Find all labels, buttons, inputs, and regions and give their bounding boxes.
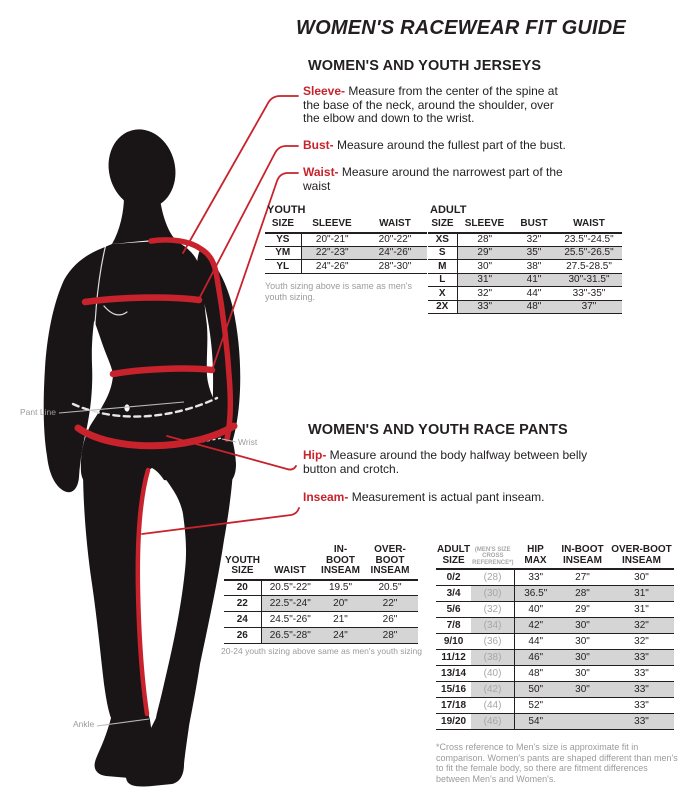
inseam-definition — [303, 491, 653, 505]
size-cell: 3/4 — [436, 585, 471, 601]
table-row — [428, 233, 622, 247]
value-cell: 29" — [556, 601, 608, 617]
value-cell: 44" — [514, 633, 556, 649]
value-cell: 32" — [457, 287, 512, 301]
value-cell: 30"-31.5" — [556, 273, 622, 287]
value-cell: 30" — [556, 617, 608, 633]
column-header: SLEEVE — [457, 218, 512, 233]
table-row — [436, 585, 674, 601]
value-cell: 20"-22" — [363, 233, 427, 247]
value-cell: 40" — [514, 601, 556, 617]
size-cell: 5/6 — [436, 601, 471, 617]
value-cell: 44" — [512, 287, 556, 301]
value-cell: 50" — [514, 681, 556, 697]
value-cell: 20.5"-22" — [261, 580, 319, 596]
value-cell: 33" — [608, 713, 674, 729]
size-cell: 7/8 — [436, 617, 471, 633]
value-cell: 22" — [362, 596, 418, 612]
column-header: OVER-BOOT INSEAM — [608, 544, 674, 569]
column-header: SIZE — [265, 218, 301, 233]
value-cell: 33" — [608, 665, 674, 681]
table-row — [436, 649, 674, 665]
column-header: SIZE — [428, 218, 457, 233]
value-cell: 24"-26" — [363, 246, 427, 260]
value-cell: 32" — [608, 633, 674, 649]
value-cell: 24.5"-26" — [261, 612, 319, 628]
value-cell: 25.5"-26.5" — [556, 246, 622, 260]
bust-definition — [303, 139, 653, 153]
page-title: WOMEN'S RACEWEAR FIT GUIDE — [296, 17, 626, 39]
value-cell: 38" — [512, 260, 556, 274]
table-row — [436, 713, 674, 729]
column-header: ADULT SIZE — [436, 544, 471, 569]
size-cell: S — [428, 246, 457, 260]
value-cell: 46" — [514, 649, 556, 665]
table-row — [436, 633, 674, 649]
waist-definition — [303, 166, 565, 193]
adult-jersey-table-block — [428, 204, 622, 314]
size-cell: 2X — [428, 300, 457, 314]
value-cell — [556, 697, 608, 713]
column-header: (MEN'S SIZE CROSS REFERENCE*) — [471, 544, 514, 569]
size-cell: L — [428, 273, 457, 287]
left-leg-shape — [83, 468, 153, 778]
navel-dot — [124, 404, 129, 411]
value-cell: 21" — [319, 612, 362, 628]
value-cell: (32) — [471, 601, 514, 617]
value-cell: 26.5"-28" — [261, 628, 319, 644]
table-row — [224, 628, 418, 644]
inseam-description: Measurement is actual pant inseam. — [351, 490, 545, 504]
table-row — [428, 273, 622, 287]
column-header: IN-BOOT INSEAM — [556, 544, 608, 569]
value-cell: (34) — [471, 617, 514, 633]
column-header: IN-BOOT INSEAM — [319, 544, 362, 580]
value-cell: (30) — [471, 585, 514, 601]
value-cell: 26" — [362, 612, 418, 628]
size-cell: 0/2 — [436, 569, 471, 585]
value-cell: 20" — [319, 596, 362, 612]
value-cell: 33"-35" — [556, 287, 622, 301]
youth-jersey-table-block — [265, 204, 427, 274]
youth-jersey-size-table — [265, 218, 427, 274]
column-header: YOUTH SIZE — [224, 544, 261, 580]
youth-jersey-note: Youth sizing above is same as men's youth sizing. — [265, 281, 412, 302]
ankle-label: Ankle — [73, 719, 95, 729]
value-cell: 37" — [556, 300, 622, 314]
sleeve-definition — [303, 85, 563, 126]
value-cell: 33" — [608, 649, 674, 665]
column-header: BUST — [512, 218, 556, 233]
value-cell: 30" — [556, 633, 608, 649]
size-cell: YL — [265, 260, 301, 274]
value-cell: (44) — [471, 697, 514, 713]
hip-term: Hip- — [303, 448, 327, 462]
hip-definition — [303, 449, 608, 476]
table-row — [436, 569, 674, 585]
value-cell — [556, 713, 608, 729]
table-row — [224, 612, 418, 628]
value-cell: 22.5"-24" — [261, 596, 319, 612]
column-header: WAIST — [363, 218, 427, 233]
value-cell: 30" — [608, 569, 674, 585]
cross-reference-footnote: *Cross reference to Men's size is approximate fit in comparison. Women's pants are shaped different than men's to fit the female body, so there are fitment differences between Men's and Women's. — [436, 742, 678, 784]
value-cell: 33" — [457, 300, 512, 314]
table-row — [224, 596, 418, 612]
value-cell: 31" — [457, 273, 512, 287]
sleeve-description: Measure from the center of the spine at the base of the neck, around the shoulder, over the elbow and down to the wrist. — [303, 84, 558, 125]
size-cell: 15/16 — [436, 681, 471, 697]
size-cell: 24 — [224, 612, 261, 628]
value-cell: 31" — [608, 601, 674, 617]
value-cell: 22"-23" — [301, 246, 363, 260]
table-row — [265, 260, 427, 274]
value-cell: 33" — [608, 697, 674, 713]
column-header: OVER-BOOT INSEAM — [362, 544, 418, 580]
column-header: WAIST — [261, 544, 319, 580]
value-cell: 19.5" — [319, 580, 362, 596]
pant-line-label: Pant Line — [20, 407, 56, 417]
size-cell: 26 — [224, 628, 261, 644]
table-row — [428, 287, 622, 301]
sleeve-term: Sleeve- — [303, 84, 346, 98]
value-cell: 32" — [512, 233, 556, 247]
value-cell: 41" — [512, 273, 556, 287]
youth-jersey-table-label: YOUTH — [267, 204, 306, 216]
size-cell: YM — [265, 246, 301, 260]
adult-jersey-table-label: ADULT — [430, 204, 467, 216]
value-cell: 54" — [514, 713, 556, 729]
value-cell: 20"-21" — [301, 233, 363, 247]
jerseys-section-heading: WOMEN'S AND YOUTH JERSEYS — [308, 58, 542, 74]
value-cell: (38) — [471, 649, 514, 665]
table-row — [265, 233, 427, 247]
value-cell: 48" — [514, 665, 556, 681]
value-cell: 36.5" — [514, 585, 556, 601]
value-cell: 30" — [556, 665, 608, 681]
value-cell: (42) — [471, 681, 514, 697]
value-cell: 24" — [319, 628, 362, 644]
youth-pants-table-block — [224, 544, 418, 644]
value-cell: 28" — [457, 233, 512, 247]
pants-section-heading: WOMEN'S AND YOUTH RACE PANTS — [308, 422, 568, 438]
value-cell: (40) — [471, 665, 514, 681]
value-cell: 48" — [512, 300, 556, 314]
column-header: HIP MAX — [514, 544, 556, 569]
table-row — [436, 681, 674, 697]
size-cell: XS — [428, 233, 457, 247]
youth-pants-note: 20-24 youth sizing above same as men's youth sizing — [221, 646, 423, 656]
column-header: SLEEVE — [301, 218, 363, 233]
value-cell: 52" — [514, 697, 556, 713]
value-cell: 20.5" — [362, 580, 418, 596]
value-cell: 33" — [514, 569, 556, 585]
size-cell: 17/18 — [436, 697, 471, 713]
value-cell: 42" — [514, 617, 556, 633]
bust-description: Measure around the fullest part of the bust. — [337, 138, 566, 152]
size-cell: 9/10 — [436, 633, 471, 649]
column-header: WAIST — [556, 218, 622, 233]
table-row — [428, 260, 622, 274]
bust-term: Bust- — [303, 138, 334, 152]
table-row — [428, 246, 622, 260]
value-cell: 27" — [556, 569, 608, 585]
value-cell: 28"-30" — [363, 260, 427, 274]
inseam-term: Inseam- — [303, 490, 349, 504]
table-row — [436, 617, 674, 633]
value-cell: 32" — [608, 617, 674, 633]
value-cell: 28" — [556, 585, 608, 601]
value-cell: 30" — [556, 649, 608, 665]
adult-pants-table-block — [436, 544, 674, 730]
value-cell: 30" — [556, 681, 608, 697]
size-cell: 19/20 — [436, 713, 471, 729]
wrist-label: Wrist — [238, 437, 258, 447]
value-cell: 28" — [362, 628, 418, 644]
hip-description: Measure around the body halfway between belly button and crotch. — [303, 448, 588, 476]
value-cell: (46) — [471, 713, 514, 729]
size-cell: 20 — [224, 580, 261, 596]
youth-pants-size-table — [224, 544, 418, 644]
value-cell: 30" — [457, 260, 512, 274]
table-row — [265, 246, 427, 260]
table-row — [436, 665, 674, 681]
size-cell: YS — [265, 233, 301, 247]
size-cell: X — [428, 287, 457, 301]
value-cell: (36) — [471, 633, 514, 649]
value-cell: 27.5-28.5" — [556, 260, 622, 274]
value-cell: 23.5"-24.5" — [556, 233, 622, 247]
value-cell: 35" — [512, 246, 556, 260]
value-cell: 24"-26" — [301, 260, 363, 274]
size-cell: 13/14 — [436, 665, 471, 681]
adult-jersey-size-table — [428, 218, 622, 314]
table-row — [436, 697, 674, 713]
size-cell: 11/12 — [436, 649, 471, 665]
size-cell: 22 — [224, 596, 261, 612]
waist-description: Measure around the narrowest part of the waist — [303, 165, 563, 193]
table-row — [436, 601, 674, 617]
value-cell: (28) — [471, 569, 514, 585]
value-cell: 33" — [608, 681, 674, 697]
size-cell: M — [428, 260, 457, 274]
value-cell: 29" — [457, 246, 512, 260]
value-cell: 31" — [608, 585, 674, 601]
table-row — [428, 300, 622, 314]
table-row — [224, 580, 418, 596]
waist-term: Waist- — [303, 165, 339, 179]
adult-pants-size-table — [436, 544, 674, 730]
